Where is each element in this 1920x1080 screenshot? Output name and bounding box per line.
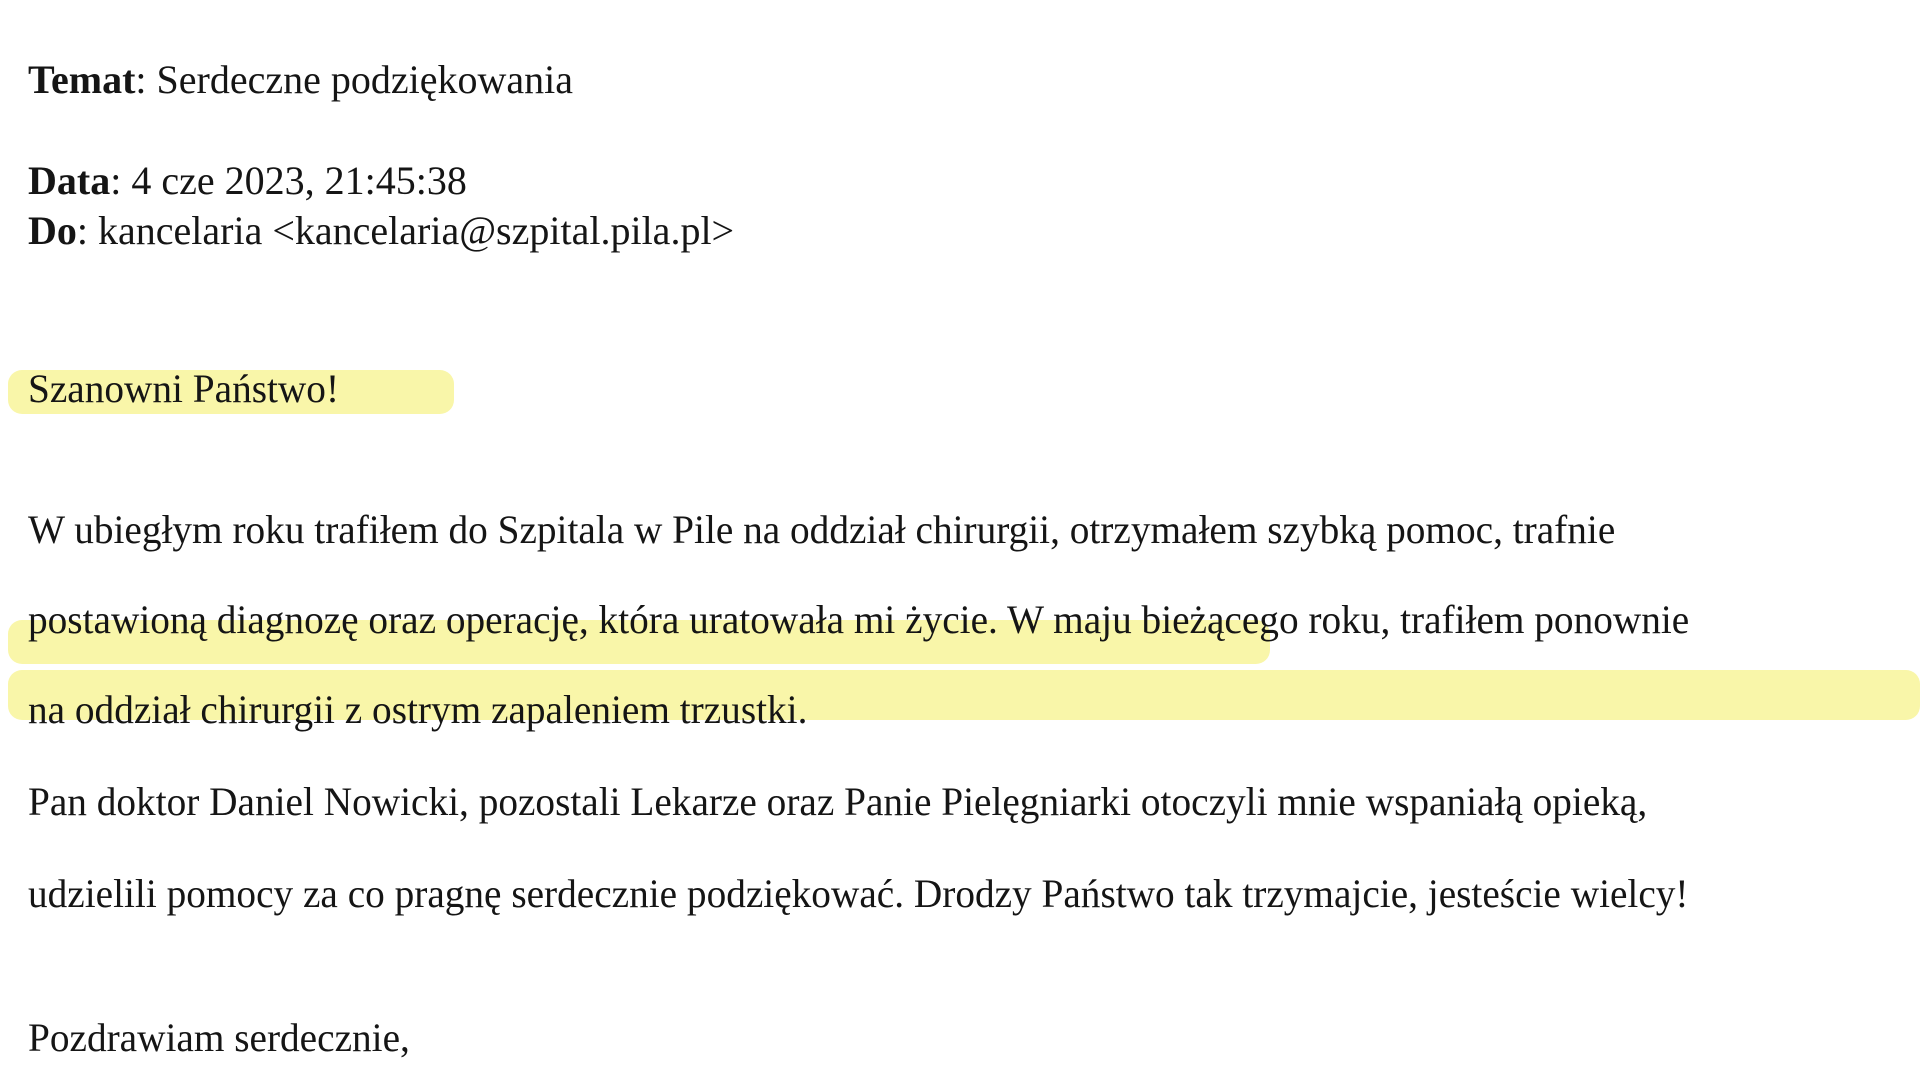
greeting: Szanowni Państwo! <box>28 366 340 411</box>
paragraph-1-line-1: W ubiegłym roku trafiłem do Szpitala w Pile na oddział chirurgii, otrzymałem szybką pomoc, trafnie <box>28 507 1616 552</box>
date-line: Data: 4 cze 2023, 21:45:38 <box>28 158 467 203</box>
paragraph-1-line-3: na oddział chirurgii z ostrym zapaleniem trzustki. <box>28 687 808 732</box>
paragraph-2-line-2: udzielili pomocy za co pragnę serdecznie podziękować. Drodzy Państwo tak trzymajcie, jesteście wielcy! <box>28 871 1689 916</box>
recipient-line: Do: kancelaria <kancelaria@szpital.pila.pl> <box>28 208 735 253</box>
subject-label: Temat <box>28 57 136 102</box>
paragraph-1-line-2: postawioną diagnozę oraz operację, która uratowała mi życie. W maju bieżącego roku, trafiłem ponownie <box>28 597 1690 642</box>
recipient-label: Do <box>28 208 77 253</box>
paragraph-2-line-1: Pan doktor Daniel Nowicki, pozostali Lekarze oraz Panie Pielęgniarki otoczyli mnie wspaniałą opieką, <box>28 779 1648 824</box>
date-value: 4 cze 2023, 21:45:38 <box>131 158 467 203</box>
subject-value: Serdeczne podziękowania <box>156 57 573 102</box>
subject-line: Temat: Serdeczne podziękowania <box>28 57 573 102</box>
date-label: Data <box>28 158 111 203</box>
closing: Pozdrawiam serdecznie, <box>28 1015 410 1060</box>
recipient-value: kancelaria <kancelaria@szpital.pila.pl> <box>98 208 735 253</box>
